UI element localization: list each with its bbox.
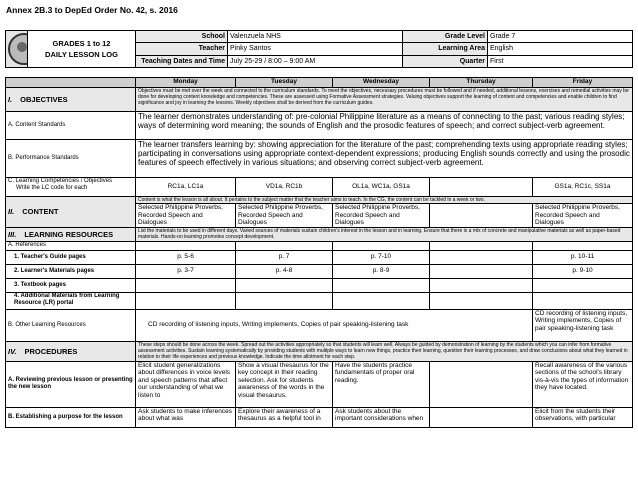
day-tuesday: Tuesday bbox=[236, 78, 333, 88]
content-standards-label: A. Content Standards bbox=[6, 112, 136, 140]
tg-monday: p. 5-6 bbox=[136, 250, 236, 264]
purpose-thursday bbox=[430, 407, 533, 427]
content-tuesday: Selected Philippine Proverbs, Recorded Speech and Dialogues bbox=[236, 204, 333, 228]
content-note: Content is what the lesson is all about. It pertains to the subject matter that the teacher aims to teach. In the CG, the content can be tackled in a week or two. bbox=[136, 197, 633, 204]
day-friday: Friday bbox=[533, 78, 633, 88]
performance-standards-text: The learner transfers learning by: showing appreciation for the literature of the past; comprehending texts using appropriate reading styles; participating in conversations using appropriate context-dependent expressions; producing English sounds correctly and using the prosodic features of speech effectively in various situations; and observing correct subject-verb agreement. bbox=[136, 140, 633, 178]
other-resources-label: B. Other Learning Resources bbox=[6, 309, 136, 341]
other-resources-text: CD recording of listening inputs, Writing implements, Copies of pair speaking-listening task bbox=[136, 309, 533, 341]
purpose-friday: Elicit from the students their observations, with particular bbox=[533, 407, 633, 427]
lr-portal-label: 4. Additional Materials from Learning Resource (LR) portal bbox=[6, 292, 136, 309]
header-table bbox=[5, 30, 633, 68]
content-standards-text: The learner demonstrates understanding of: pre-colonial Philippine literature as a means of connecting to the past; various reading styles; ways of determining word meaning; the sounds of English and the prosodic features of speech; and correct subject-verb agreement. bbox=[136, 112, 633, 140]
tg-tuesday: p. 7 bbox=[236, 250, 333, 264]
lc-code-tuesday: VD1a, RC1b bbox=[236, 178, 333, 197]
grade-level-label: Grade Level bbox=[403, 31, 488, 43]
dates-label: Teaching Dates and Time bbox=[136, 55, 228, 67]
school-value: Valenzuela NHS bbox=[228, 31, 403, 43]
textbook-pages-label: 3. Textbook pages bbox=[6, 278, 136, 292]
review-friday: Recall awareness of the various sections of the school's library vis-à-vis the types of information they have located. bbox=[533, 361, 633, 407]
lc-code-monday: RC1a, LC1a bbox=[136, 178, 236, 197]
grades-title: GRADES 1 to 12 DAILY LESSON LOG bbox=[28, 31, 136, 68]
content-monday: Selected Philippine Proverbs, Recorded Speech and Dialogues bbox=[136, 204, 236, 228]
teacher-value: Pinky Santos bbox=[228, 43, 403, 55]
references-label: A. References bbox=[6, 241, 136, 250]
dates-value: July 25-29 / 8:00 – 9:00 AM bbox=[228, 55, 403, 67]
objectives-note: Objectives must be met over the week and connected to the curriculum standards. To meet the objectives, necessary procedures must be followed and if needed, additional lessons, exercises and remedial activities may be done for developing content knowledge and competencies. These are assessed using Formative Assessment strategies. Valuing objectives support the learning of content and competencies and enable children to find significance and joy in learning the lessons. Weekly objectives shall be derived from the curriculum guides. bbox=[136, 88, 633, 112]
tg-wednesday: p. 7-10 bbox=[333, 250, 430, 264]
day-header-row bbox=[6, 78, 633, 88]
review-wednesday: Have the students practice fundamentals of proper oral reading. bbox=[333, 361, 430, 407]
resources-heading: III. LEARNING RESOURCES bbox=[6, 227, 136, 241]
lm-pages-label: 2. Learner's Materials pages bbox=[6, 264, 136, 278]
other-resources-friday: CD recording of listening inputs, Writing implements, Copies of pair speaking-listening task bbox=[533, 309, 633, 341]
day-thursday: Thursday bbox=[430, 78, 533, 88]
quarter-label: Quarter bbox=[403, 55, 488, 67]
tg-friday: p. 10-11 bbox=[533, 250, 633, 264]
lm-friday: p. 9-10 bbox=[533, 264, 633, 278]
review-thursday bbox=[430, 361, 533, 407]
grade-level-value: Grade 7 bbox=[488, 31, 633, 43]
annex-title: Annex 2B.3 to DepEd Order No. 42, s. 2016 bbox=[6, 5, 178, 15]
lc-code-thursday bbox=[430, 178, 533, 197]
purpose-label: B. Establishing a purpose for the lesson bbox=[6, 407, 136, 427]
learning-area-value: English bbox=[488, 43, 633, 55]
purpose-wednesday: Ask students about the important considerations when bbox=[333, 407, 430, 427]
corner-cell bbox=[6, 78, 136, 88]
tg-thursday bbox=[430, 250, 533, 264]
learning-area-label: Learning Area bbox=[403, 43, 488, 55]
purpose-monday: Ask students to make inferences about what was bbox=[136, 407, 236, 427]
procedures-heading: IV. PROCEDURES bbox=[6, 341, 136, 361]
day-monday: Monday bbox=[136, 78, 236, 88]
procedures-note: These steps should be done across the week. Spread out the activities appropriately so that students will learn well. Always be guided by demonstration of learning by the students which you can infer from formative assessment activities. Sustain learning systematically by providing students with multiple ways to learn new things, practice their learning, question their learning processes, and draw conclusions about what they learned in relation to their life experiences and previous knowledge. Indicate the time allotment for each step. bbox=[136, 341, 633, 361]
lm-wednesday: p. 8-9 bbox=[333, 264, 430, 278]
content-thursday bbox=[430, 204, 533, 228]
purpose-tuesday: Explore their awareness of a thesaurus as a helpful tool in bbox=[236, 407, 333, 427]
resources-note: List the materials to be used in different days. Varied sources of materials sustain children's interest in the lesson and in learning. Ensure that there is a mix of concrete and manipulative materials as well as paper-based materials. Hands-on learning promotes concept development. bbox=[136, 227, 633, 241]
lc-code-wednesday: OL1a, WC1a, GS1a bbox=[333, 178, 430, 197]
competencies-label: C. Learning Competencies / Objectives Write the LC code for each bbox=[6, 178, 136, 197]
quarter-value: First bbox=[488, 55, 633, 67]
lesson-log-table bbox=[5, 77, 633, 428]
review-tuesday: Show a visual thesaurus for the key concept in their reading selection. Ask for students awareness of the words in the visual thesaurus. bbox=[236, 361, 333, 407]
performance-standards-label: B. Performance Standards bbox=[6, 140, 136, 178]
tg-pages-label: 1. Teacher's Guide pages bbox=[6, 250, 136, 264]
reviewing-lesson-label: A. Reviewing previous lesson or presenting the new lesson bbox=[6, 361, 136, 407]
day-wednesday: Wednesday bbox=[333, 78, 430, 88]
lm-tuesday: p. 4-8 bbox=[236, 264, 333, 278]
teacher-label: Teacher bbox=[136, 43, 228, 55]
school-label: School bbox=[136, 31, 228, 43]
content-friday: Selected Philippine Proverbs, Recorded Speech and Dialogues bbox=[533, 204, 633, 228]
objectives-heading: I. OBJECTIVES bbox=[6, 88, 136, 112]
content-heading: II. CONTENT bbox=[6, 197, 136, 228]
lc-code-friday: GS1a, RC1c, SS1a bbox=[533, 178, 633, 197]
lm-monday: p. 3-7 bbox=[136, 264, 236, 278]
review-monday: Elicit student generalizations about differences in voice levels and speech patterns that affect our understanding of what we listen to bbox=[136, 361, 236, 407]
content-wednesday: Selected Philippine Proverbs, Recorded Speech and Dialogues bbox=[333, 204, 430, 228]
lm-thursday bbox=[430, 264, 533, 278]
deped-seal bbox=[6, 31, 28, 68]
